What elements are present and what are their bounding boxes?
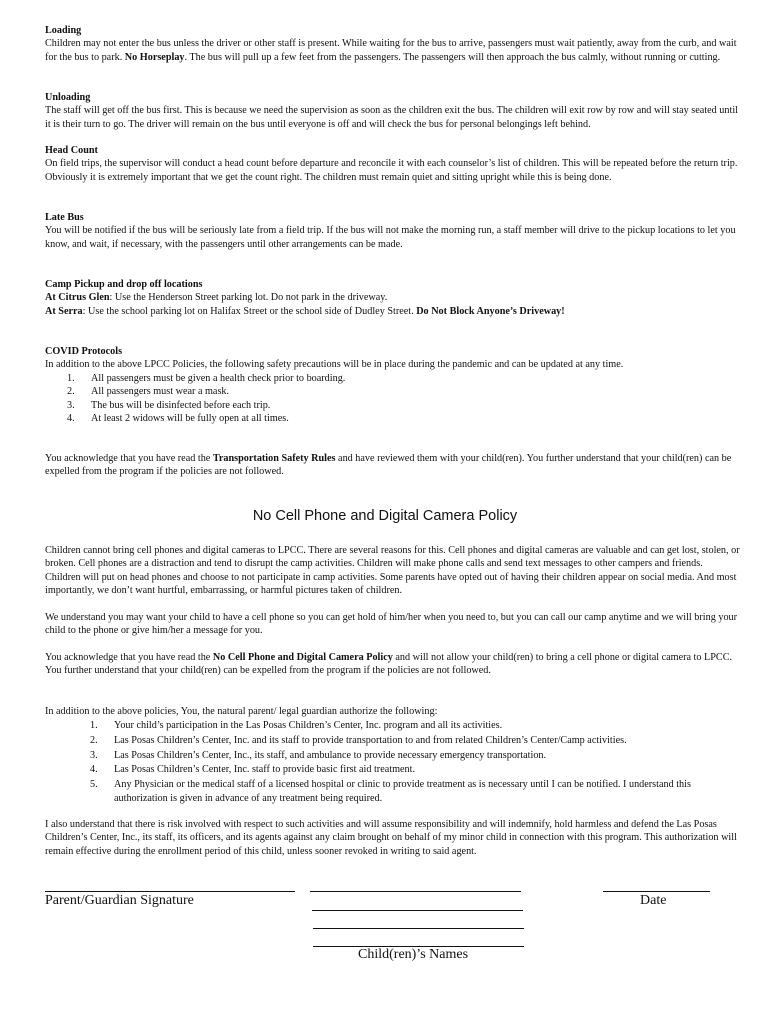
late-bus-section xyxy=(45,211,740,251)
child-name-line-2[interactable] xyxy=(312,910,523,911)
unloading-section xyxy=(45,91,740,131)
list-text: Your child’s participation in the Las Posas Children’s Center, Inc. program and all its activities. xyxy=(114,720,503,732)
phone-policy-para2: We understand you may want your child to have a cell phone so you can get hold of him/her when you need to, but you can call our camp anytime and we will bring your child to the phone or give him/her a message for you. xyxy=(45,612,738,637)
list-number: 3. xyxy=(67,399,75,411)
list-number: 3. xyxy=(90,749,98,761)
list-item xyxy=(45,734,740,749)
loading-text-a: Children may not enter the bus unless the driver or other staff is present. While waiting for the bus to arrive, passengers must wait patiently, away from the curb, and wait for the bus to park. xyxy=(45,38,737,63)
authorization-list xyxy=(45,719,740,807)
list-number: 5. xyxy=(90,778,98,790)
date-label: Date xyxy=(640,893,667,908)
covid-list xyxy=(45,372,740,426)
loading-text-b: . The bus will pull up a few feet from the passengers. The passengers will then approach the bus calmly, without running or cutting. xyxy=(184,51,721,63)
parent-signature-label: Parent/Guardian Signature xyxy=(45,893,194,908)
phone-policy-ack xyxy=(45,651,740,678)
list-item xyxy=(45,778,740,807)
list-number: 4. xyxy=(67,413,75,425)
list-text: All passengers must be given a health check prior to boarding. xyxy=(91,372,346,384)
authorization-section xyxy=(45,705,740,807)
list-number: 2. xyxy=(67,386,75,398)
serra-warning: Do Not Block Anyone’s Driveway! xyxy=(416,305,565,317)
child-name-line-1[interactable] xyxy=(310,891,521,892)
list-item xyxy=(45,372,740,385)
phone-policy-title: No Cell Phone and Digital Camera Policy xyxy=(252,508,518,524)
head-count-heading: Head Count xyxy=(45,145,98,156)
late-bus-heading: Late Bus xyxy=(45,212,84,223)
list-text: Las Posas Children’s Center, Inc. staff to provide basic first aid treatment. xyxy=(114,764,415,776)
transport-ack-a: You acknowledge that you have read the xyxy=(45,453,213,464)
list-text: Las Posas Children’s Center, Inc. and its staff to provide transportation to and from related Children’s Center/Camp activities. xyxy=(114,735,627,746)
loading-heading: Loading xyxy=(45,25,82,36)
list-text: Any Physician or the medical staff of a licensed hospital or clinic to provide treatment as is necessary until I can be notified. I understand this authorization is given in advance of any treatment being required. xyxy=(114,778,691,805)
loading-text xyxy=(45,37,740,64)
list-item xyxy=(45,719,740,734)
head-count-text: On field trips, the supervisor will conduct a head count before departure and reconcile it with each counselor’s list of children. This will be repeated before the return trip. Obviously it is extremely important that we get the count right. The children must remain quiet and sitting upright while this is being done. xyxy=(45,158,738,183)
parent-signature-line[interactable] xyxy=(45,891,295,892)
head-count-section xyxy=(45,144,740,184)
phone-ack-text xyxy=(45,651,740,678)
transport-ack-b: and have reviewed them with your child(ren). You further understand that your child(ren) can be expelled from the program if the policies are not followed. xyxy=(45,453,732,478)
list-text: Las Posas Children’s Center, Inc., its staff, and ambulance to provide necessary emergency transportation. xyxy=(114,749,547,761)
list-item xyxy=(45,749,740,764)
phone-ack-a: You acknowledge that you have read the xyxy=(45,652,213,663)
risk-paragraph: I also understand that there is risk involved with respect to such activities and will assume responsibility and will indemnify, hold harmless and defend the Las Posas Children’s Center, Inc., its staff, its officers, and its agents against any claim brought on behalf of my minor child in connection with this program. This authorization will remain effective during the enrollment period of this child, unless sooner revoked in writing to said agent. xyxy=(45,819,737,857)
list-number: 2. xyxy=(90,735,98,746)
list-number: 1. xyxy=(67,372,75,384)
children-names-label: Child(ren)’s Names xyxy=(358,947,469,962)
list-text: At least 2 widows will be fully open at all times. xyxy=(91,413,289,425)
phone-ack-bold: No Cell Phone and Digital Camera Policy xyxy=(212,652,393,663)
camp-pickup-section xyxy=(45,278,740,318)
transport-ack-text xyxy=(45,452,740,479)
serra-label: At Serra xyxy=(45,305,83,317)
child-name-line-3[interactable] xyxy=(313,928,524,929)
serra-text: : Use the school parking lot on Halifax Street or the school side of Dudley Street. xyxy=(82,305,417,317)
list-text: All passengers must wear a mask. xyxy=(91,386,230,398)
list-text: The bus will be disinfected before each trip. xyxy=(91,399,271,411)
loading-section xyxy=(45,24,740,64)
transport-ack-bold: Transportation Safety Rules xyxy=(212,453,336,464)
list-item xyxy=(45,399,740,412)
covid-intro: In addition to the above LPCC Policies, the following safety precautions will be in place during the pandemic and can be updated at any time. xyxy=(45,359,624,371)
covid-heading: COVID Protocols xyxy=(45,346,123,357)
loading-bold: No Horseplay xyxy=(124,51,185,63)
camp-pickup-heading: Camp Pickup and drop off locations xyxy=(45,279,203,290)
date-line[interactable] xyxy=(603,891,710,892)
serra-line xyxy=(45,305,740,318)
list-number: 1. xyxy=(90,720,98,732)
transport-acknowledgement xyxy=(45,452,740,479)
citrus-glen-label: At Citrus Glen xyxy=(45,292,110,304)
list-item xyxy=(45,763,740,778)
phone-policy-para1: Children cannot bring cell phones and digital cameras to LPCC. There are several reasons for this. Cell phones and digital cameras are valuable and can get lost, stolen, or broken. Cell phones are a distraction and tend to disrupt the camp activities. Children will make phone calls and send text messages to other campers and friends. Children will put on head phones and choose to not participate in camp activities. Some parents have opted out of having their children appear on social media. And most importantly, we don’t want hurtful, embarrassing, or harmful pictures taken of children. xyxy=(45,545,740,597)
unloading-text: The staff will get off the bus first. This is because we need the supervision as soon as the children exit the bus. The children will exit row by row and will stay seated until it is their turn to go. The driver will remain on the bus until everyone is off and will check the bus for personal belongings left behind. xyxy=(45,105,738,130)
late-bus-text: You will be notified if the bus will be seriously late from a field trip. If the bus will not make the morning run, a staff member will drive to the pickup locations to let you know, and wait, if necessary, with the passengers until other arrangements can be made. xyxy=(45,225,736,250)
citrus-glen-line xyxy=(45,291,740,304)
list-number: 4. xyxy=(90,764,98,776)
covid-section xyxy=(45,345,740,425)
authorization-intro: In addition to the above policies, You, the natural parent/ legal guardian authorize the following: xyxy=(45,706,438,717)
phone-ack-b: and will not allow your child(ren) to bring a cell phone or digital camera to LPCC. You further understand that your child(ren) can be expelled from the program if the policies are not followed. xyxy=(45,652,733,677)
list-item xyxy=(45,412,740,425)
unloading-heading: Unloading xyxy=(45,92,91,103)
list-item xyxy=(45,385,740,398)
citrus-glen-text: : Use the Henderson Street parking lot. Do not park in the driveway. xyxy=(109,292,388,304)
